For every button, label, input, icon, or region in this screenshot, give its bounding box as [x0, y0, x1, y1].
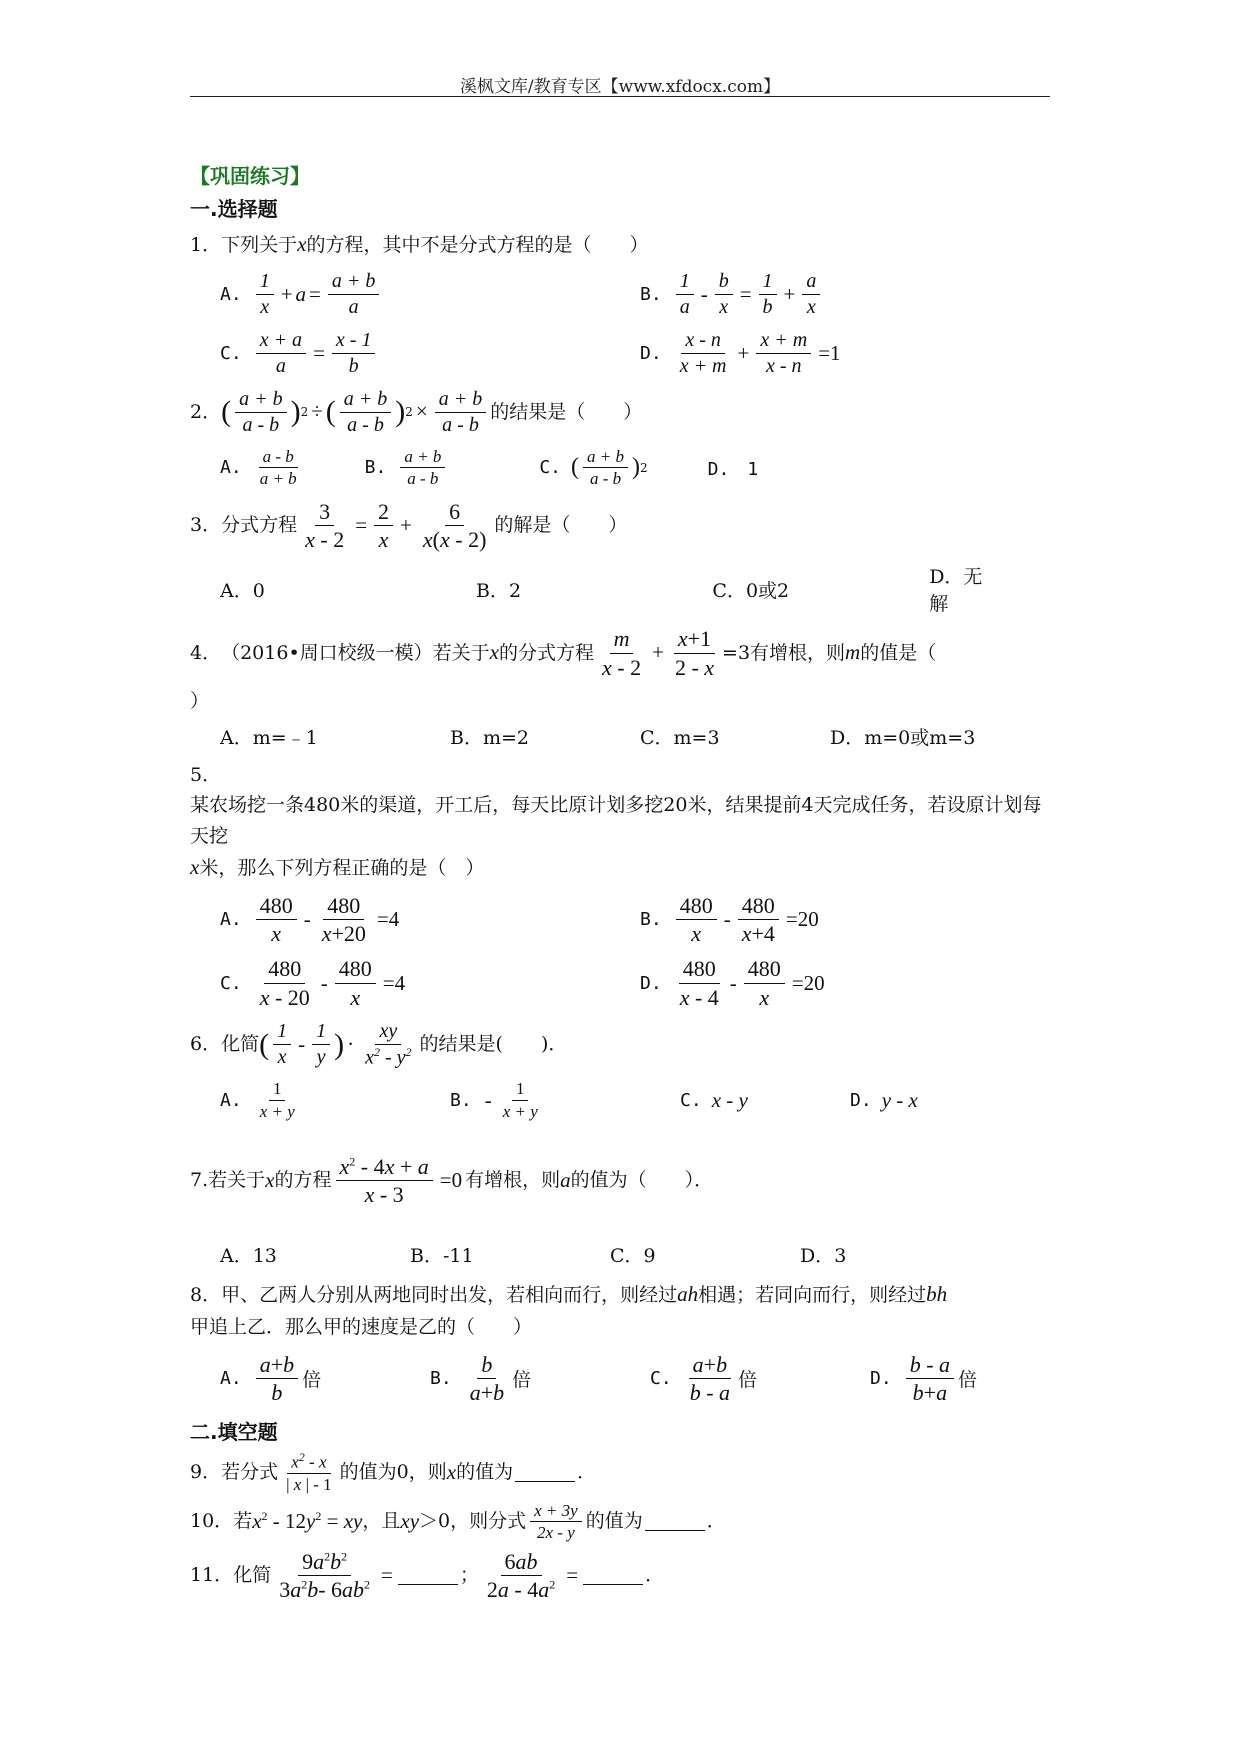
- option-b[interactable]: B. $\frac{b}{a+b}$ 倍: [430, 1352, 532, 1406]
- option-c[interactable]: C. $\frac{a+b}{b - a}$ 倍: [650, 1352, 758, 1406]
- option-c[interactable]: C. ( $\frac{a + b}{a - b}$ ) 2: [539, 446, 648, 489]
- option-c[interactable]: C．0或2: [712, 579, 790, 602]
- answer-blank[interactable]: [515, 1463, 575, 1482]
- question-11: 11． 化简 $\frac{9a^2b^2}{3a^2b- 6ab^2}$ = ； $\frac{6ab}{2a - 4a^2}$ = ．: [190, 1548, 665, 1602]
- question-7-options: [220, 1241, 1060, 1268]
- option-a[interactable]: A. $\frac{a - b}{a + b}$: [220, 446, 297, 489]
- answer-blank-1[interactable]: [398, 1566, 458, 1585]
- option-c[interactable]: C．9: [610, 1245, 656, 1268]
- question-3: 3． 分式方程 $\frac{3}{x - 2}$ = $\frac{2}{x}$ + $\frac{6}{x(x - 2)}$ 的解是（ ）: [190, 498, 628, 552]
- option-a[interactable]: A．13: [220, 1245, 277, 1268]
- question-3-options: [220, 562, 1060, 616]
- answer-blank-2[interactable]: [583, 1566, 643, 1585]
- option-b[interactable]: B. $\frac{1}{a}$ - $\frac{b}{x}$ = $\frac{1}{b}$ + $\frac{a}{x}$: [640, 270, 1060, 319]
- option-b[interactable]: B. - $\frac{1}{x + y}$: [450, 1079, 538, 1122]
- option-a[interactable]: A. $\frac{1}{x}$ + a = $\frac{a + b}{a}$: [220, 270, 640, 319]
- question-4: 4． （2016•周口校级一模）若关于 x 的分式方程 $\frac{m}{x - 2}$ + $\frac{x+1}{2 - x}$ =3有增根，则 m 的值是（: [190, 626, 937, 680]
- question-8: 8． 甲、乙两人分别从两地同时出发，若相向而行，则经过 ah 相遇；若同向而行，则经过 bh 甲追上乙．那么甲的速度是乙的（ ）: [190, 1282, 948, 1338]
- option-d[interactable]: D. y - x: [850, 1088, 918, 1113]
- option-b[interactable]: B. $\frac{a + b}{a - b}$: [365, 447, 450, 489]
- option-d[interactable]: D. $\frac{b - a}{b+a}$ 倍: [870, 1352, 978, 1406]
- option-d[interactable]: D. 1: [707, 458, 759, 480]
- option-b[interactable]: B．m=2: [450, 726, 529, 749]
- option-c[interactable]: C. $\frac{x + a}{a}$ = $\frac{x - 1}{b}$: [220, 329, 640, 378]
- question-2: 2． ( $\frac{a + b}{a - b}$ ) 2 ÷ ( $\frac{a + b}{a - b}$ ) 2 × $\frac{a + b}{a - b}$ 的结果是（ ）: [190, 387, 643, 436]
- option-b[interactable]: B．2: [476, 579, 522, 602]
- option-c[interactable]: C. $\frac{480}{x - 20}$ - $\frac{480}{x}$ =4: [220, 956, 406, 1010]
- option-c[interactable]: C. x - y: [680, 1088, 748, 1113]
- option-b[interactable]: B．-11: [410, 1245, 474, 1268]
- option-a[interactable]: A. $\frac{480}{x}$ - $\frac{480}{x+20}$ =4: [220, 892, 400, 946]
- option-b[interactable]: B. $\frac{480}{x}$ - $\frac{480}{x+4}$ =20: [640, 892, 819, 946]
- option-c[interactable]: C．m=3: [640, 726, 720, 749]
- question-8-options: [220, 1352, 1060, 1406]
- option-d[interactable]: D. $\frac{x - n}{x + m}$ + $\frac{x + m}{x - n}$ =1: [640, 328, 841, 377]
- question-1: 1． 下列关于 x 的方程，其中不是分式方程的是（ ）: [190, 232, 649, 256]
- option-d[interactable]: D．无解: [929, 566, 983, 616]
- section-heading-choice: 一.选择题: [190, 197, 278, 221]
- option-a[interactable]: A. $\frac{1}{x + y}$: [220, 1079, 295, 1122]
- question-5: 5． 某农场挖一条480米的渠道，开工后，每天比原计划多挖20米，结果提前4天完成任务，若设原计划每天挖 x 米，那么下列方程正确的是（ ）: [190, 763, 1042, 880]
- option-d[interactable]: D. $\frac{480}{x - 4}$ - $\frac{480}{x}$ =20: [640, 956, 825, 1010]
- option-a[interactable]: A．m=﹣1: [220, 726, 318, 749]
- option-d[interactable]: D．3: [800, 1245, 847, 1268]
- question-2-options: [220, 447, 1060, 489]
- section-title: 【巩固练习】: [190, 164, 310, 188]
- question-4-options: [220, 723, 1060, 750]
- question-1-options: [220, 270, 1060, 378]
- question-10: 10． 若 $x^2 - 12y^2$ = xy ，且 xy ＞0，则分式 $\frac{x + 3y}{2x - y}$ 的值为 ．: [190, 1500, 726, 1543]
- question-6-options: [220, 1079, 1060, 1121]
- option-d[interactable]: D．m=0或m=3: [830, 726, 976, 749]
- question-5-options: [220, 893, 1060, 1010]
- document-body: 【巩固练习】 一.选择题 1． 下列关于 x 的方程，其中不是分式方程的是（ ） A. $\frac{1}{x}$ + a = $\frac{a + b}{a}$ B. $\frac{1}{a}$ - $\frac{b}{x}$ = $\frac{1}{b}$ + $\frac{a}{x}$ C. $\frac{x + a}{a}$ = $\frac{x - 1}{b}$ D. $\frac{x - n}{x + m}$ + $\frac{x + m}{x - n}$ =1 2． ( $\frac{a + b}{a - b}$ ) 2 ÷ ( $\frac{a + b}{a - b}$ ) 2 × $\frac{a + b}{a - b}$ 的结果是（ ） A. $\frac{a - b}{a + b}$ B. $\frac{a + b}{a - b}$ C. ( $\frac{a + b}{a - b}$ ) 2 D. 1 3． 分式方程 $\frac{3}{x - 2}$ = $\frac{2}{x}$ + $\frac{6}{x(x - 2)}$ 的解是（ ） A．0 B．2 C．0或2 D．无解 4． （2016•周口校级一模）若关于 x 的分式方程 $\frac{m}{x - 2}$ + $\frac{x+1}{2 - x}$ =3有增根，则 m 的值是（ ） A．m=﹣1 B．m=2 C．m=3 D．m=0或m=3 5． 某农场挖一条480米的渠道，开工后，每天比原计划多挖20米，结果提前4天完成任务，若设原计划每天挖 x 米，那么下列方程正确的是（ ） A. $\frac{480}{x}$ - $\frac{480}{x+20}$ =4 B. $\frac{480}{x}$ - $\frac{480}{x+4}$ =20 C. $\frac{480}{x - 20}$ - $\frac{480}{x}$ =4 D. $\frac{480}{x - 4}$ - $\frac{480}{x}$ =20 6． 化简 ( $\frac{1}{x}$ - $\frac{1}{y}$ ) · $\frac{xy}{x^2 - y^2}$ 的结果是( )． A. $\frac{1}{x + y}$ B. - $\frac{1}{x + y}$ C. x - y D. y - x 7. 若关于 x 的方程 $\frac{x^2 - 4x + a}{x - 3}$ =0 有增根，则 a 的值为（ ）． A．13 B．-11 C．9 D．3 8． 甲、乙两人分别从两地同时出发，若相向而行，则经过 ah 相遇；若同向而行，则经过 bh 甲追上乙．那么甲的速度是乙的（ ） A. $\frac{a+b}{b}$ 倍 B. $\frac{b}{a+b}$ 倍 C. $\frac{a+b}{b - a}$ 倍 D. $\frac{b - a}{b+a}$ 倍 二.填空题 9． 若分式 $\frac{x^2 - x}{| x | - 1}$ 的值为0，则 x 的值为 ． 10． 若 $x^2 - 12y^2$ = xy ，且 xy ＞0，则分式 $\frac{x + 3y}{2x - y}$ 的值为 ． 11． 化简 $\frac{9a^2b^2}{3a^2b- 6ab^2}$ = ； $\frac{6ab}{2a - 4a^2}$ = ．: [190, 160, 1060, 1608]
- question-7: 7. 若关于 x 的方程 $\frac{x^2 - 4x + a}{x - 3}$ =0 有增根，则 a 的值为（ ）．: [190, 1153, 714, 1207]
- header-rule: [190, 96, 1050, 97]
- question-9: 9． 若分式 $\frac{x^2 - x}{| x | - 1}$ 的值为0，则 x 的值为 ．: [190, 1449, 597, 1494]
- answer-blank[interactable]: [645, 1512, 705, 1531]
- page-header: 溪枫文库/教育专区【www.xfdocx.com】: [459, 77, 781, 97]
- section-heading-fill: 二.填空题: [190, 1419, 278, 1444]
- question-6: 6． 化简 ( $\frac{1}{x}$ - $\frac{1}{y}$ ) · $\frac{xy}{x^2 - y^2}$ 的结果是( )．: [190, 1019, 568, 1069]
- option-a[interactable]: A．0: [220, 579, 265, 602]
- option-a[interactable]: A. $\frac{a+b}{b}$ 倍: [220, 1352, 322, 1406]
